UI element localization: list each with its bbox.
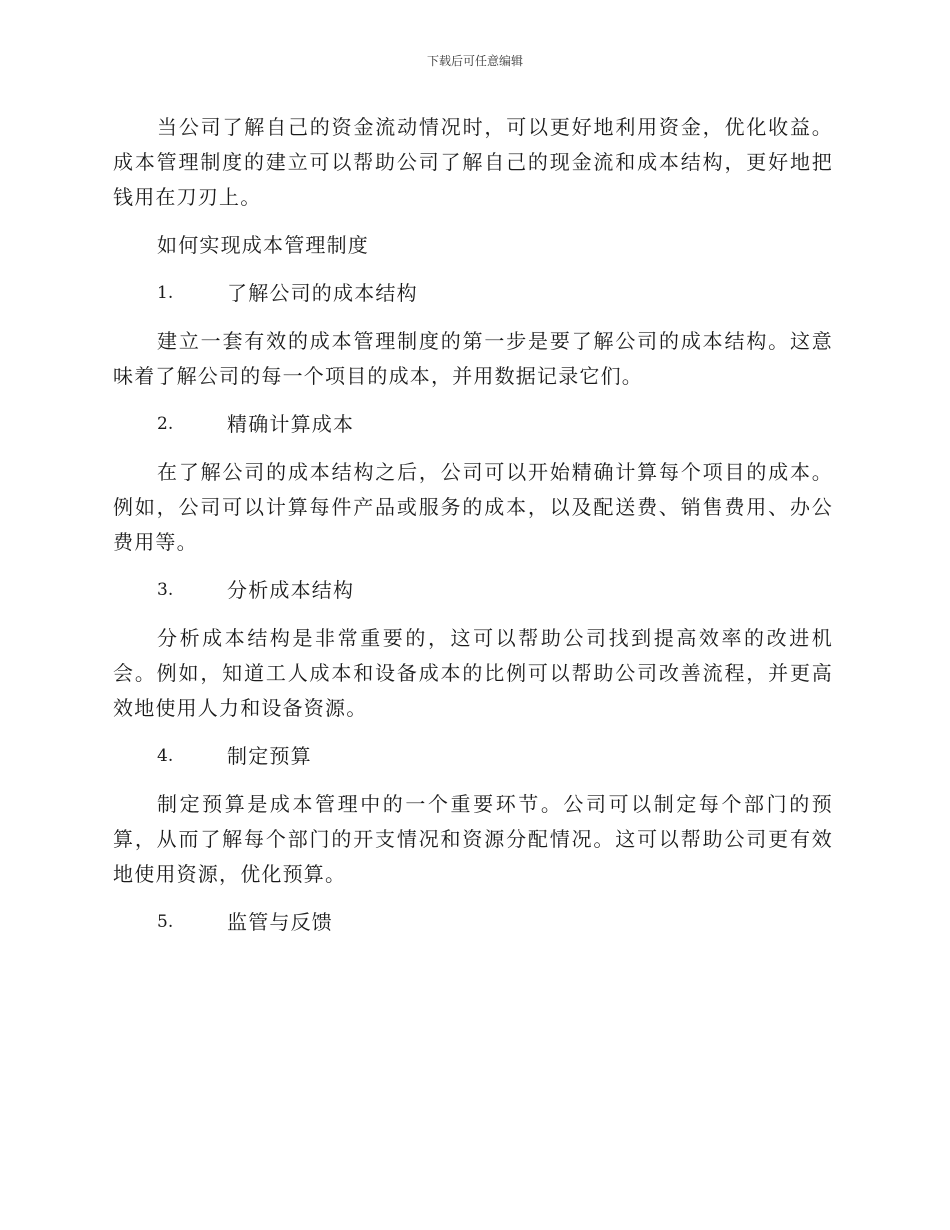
list-item-2 xyxy=(113,407,833,442)
paragraph-cash-flow: 当公司了解自己的资金流动情况时，可以更好地利用资金，优化收益。成本管理制度的建立可以帮助公司了解自己的现金流和成本结构，更好地把钱用在刀刃上。 xyxy=(113,115,833,209)
list-number: 4. xyxy=(157,746,174,766)
list-number: 3. xyxy=(157,580,174,600)
paragraph-budget: 制定预算是成本管理中的一个重要环节。公司可以制定每个部门的预算，从而了解每个部门的开支情况和资源分配情况。这可以帮助公司更有效地使用资源，优化预算。 xyxy=(113,792,833,886)
list-number: 5. xyxy=(157,912,174,932)
list-item-title: 分析成本结构 xyxy=(227,578,355,602)
list-item-title: 制定预算 xyxy=(227,744,312,768)
list-item-title: 了解公司的成本结构 xyxy=(227,281,418,305)
paragraph-cost-structure: 建立一套有效的成本管理制度的第一步是要了解公司的成本结构。这意味着了解公司的每一个项目的成本，并用数据记录它们。 xyxy=(113,329,833,388)
list-item-5 xyxy=(113,905,833,940)
paragraph-analyze-structure: 分析成本结构是非常重要的，这可以帮助公司找到提高效率的改进机会。例如，知道工人成本和设备成本的比例可以帮助公司改善流程，并更高效地使用人力和设备资源。 xyxy=(113,626,833,720)
list-item-3 xyxy=(113,573,833,608)
paragraph-calculate-cost: 在了解公司的成本结构之后，公司可以开始精确计算每个项目的成本。例如，公司可以计算每件产品或服务的成本，以及配送费、销售费用、办公费用等。 xyxy=(113,460,833,554)
list-item-title: 精确计算成本 xyxy=(227,412,355,436)
section-heading: 如何实现成本管理制度 xyxy=(157,233,369,257)
list-item-title: 监管与反馈 xyxy=(227,910,333,934)
list-item-1 xyxy=(113,276,833,311)
list-number: 2. xyxy=(157,414,174,434)
document-body xyxy=(113,110,833,953)
list-item-4 xyxy=(113,739,833,774)
page-header: 下载后可任意编辑 xyxy=(426,54,523,68)
list-number: 1. xyxy=(157,283,174,303)
